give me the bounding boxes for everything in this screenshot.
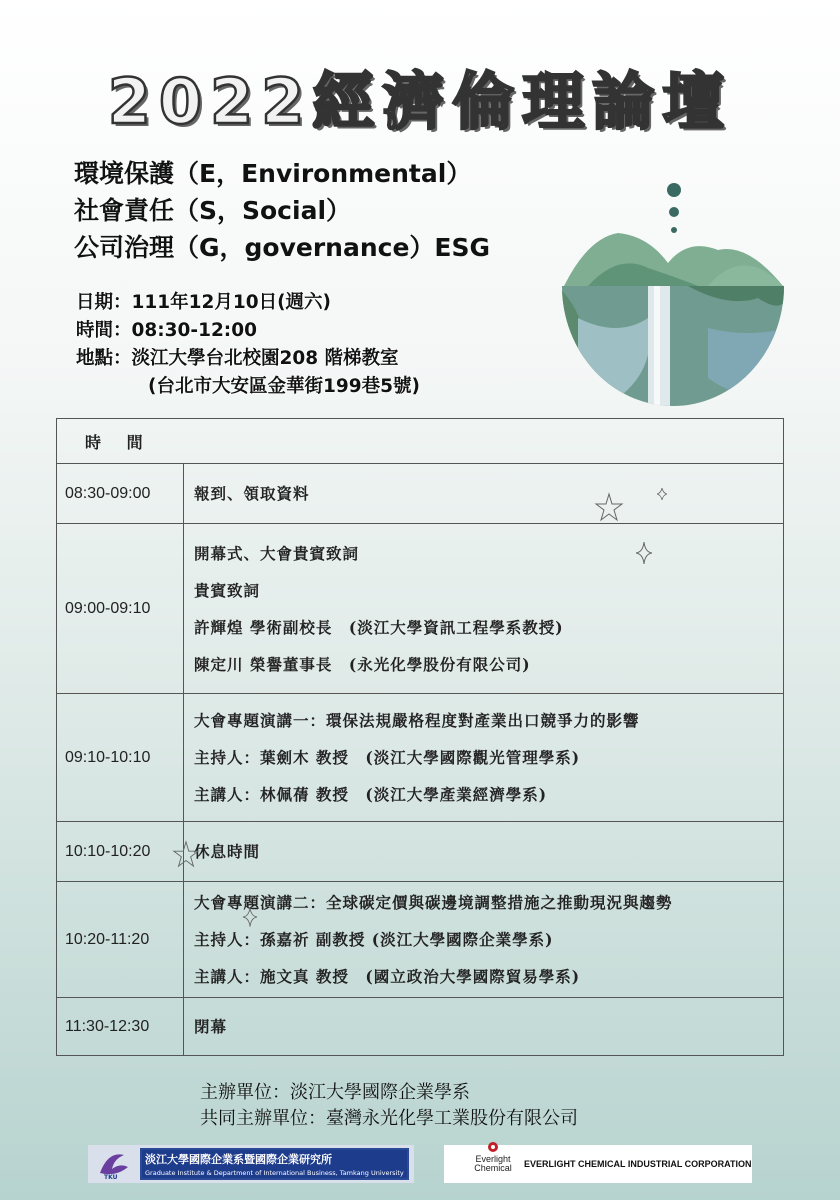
tku-logo-text: 淡江大學國際企業系暨國際企業研究所 Graduate Institute & Department of International Business, Tamkang University: [140, 1148, 409, 1180]
schedule-header: 時 間: [57, 419, 784, 464]
esg-environmental: 環境保護（E，Environmental）: [74, 159, 472, 188]
tku-logo-icon: [94, 1147, 134, 1181]
table-row: [57, 464, 784, 524]
row-content: 大會專題演講一：環保法規嚴格程度對產業出口競爭力的影響 主持人：葉劍木 教授 (淡江大學國際觀光管理學系) 主講人：林佩蒨 教授 (淡江大學產業經濟學系): [184, 694, 784, 822]
table-row: [57, 694, 784, 822]
sparkle-icon: [636, 542, 652, 564]
event-date: 日期：111年12月10日(週六): [76, 292, 332, 313]
row-content: 開幕式、大會貴賓致詞 貴賓致詞 許輝煌 學術副校長 (淡江大學資訊工程學系教授) 陳定川 榮譽董事長 (永光化學股份有限公司): [184, 524, 784, 694]
sparkle-icon: [243, 907, 257, 927]
row-content: 大會專題演講二：全球碳定價與碳邊境調整措施之推動現況與趨勢 主持人：孫嘉祈 副教授 (淡江大學國際企業學系) 主講人：施文真 教授 (國立政治大學國際貿易學系): [184, 882, 784, 998]
esg-topics: [74, 155, 490, 266]
table-row: [57, 998, 784, 1056]
esg-social: 社會責任（S，Social）: [74, 196, 352, 225]
table-row: [57, 524, 784, 694]
everlight-brand: Everlight Chemical: [444, 1155, 518, 1173]
main-organizer: 主辦單位：淡江大學國際企業學系: [200, 1082, 470, 1103]
everlight-corp-name: EVERLIGHT CHEMICAL INDUSTRIAL CORPORATION: [524, 1159, 752, 1169]
table-row: [57, 882, 784, 998]
mountain-globe-illustration: [558, 178, 788, 418]
row-time: 09:10-10:10: [57, 694, 184, 822]
svg-text:TKU: TKU: [104, 1174, 118, 1181]
organizers: [200, 1080, 578, 1132]
sparkle-small-icon: [657, 488, 667, 500]
row-content: 休息時間: [184, 822, 784, 882]
row-content: 閉幕: [184, 998, 784, 1056]
table-row: [57, 822, 784, 882]
sparkle-star-icon: [594, 492, 624, 522]
row-time: 08:30-09:00: [57, 464, 184, 524]
row-time: 09:00-09:10: [57, 524, 184, 694]
event-info: [76, 289, 420, 401]
schedule-header-row: [57, 419, 784, 464]
co-organizer: 共同主辦單位：臺灣永光化學工業股份有限公司: [200, 1108, 578, 1129]
tku-ib-logo: [88, 1145, 414, 1183]
esg-governance: 公司治理（G，governance）ESG: [74, 233, 491, 262]
schedule-table: [56, 418, 784, 1056]
page-title: 2022經濟倫理論壇: [107, 65, 733, 138]
event-place: 地點：淡江大學台北校園208 階梯教室: [76, 348, 399, 369]
event-address: (台北市大安區金華街199巷5號): [148, 376, 420, 397]
row-time: 11:30-12:30: [57, 998, 184, 1056]
row-time: 10:20-11:20: [57, 882, 184, 998]
row-content: 報到、領取資料: [184, 464, 784, 524]
everlight-mark-icon: [487, 1141, 499, 1153]
event-time: 時間：08:30-12:00: [76, 320, 257, 341]
sparkle-star-icon: [172, 840, 200, 868]
row-time: 10:10-10:20: [57, 822, 184, 882]
everlight-logo: [444, 1145, 752, 1183]
